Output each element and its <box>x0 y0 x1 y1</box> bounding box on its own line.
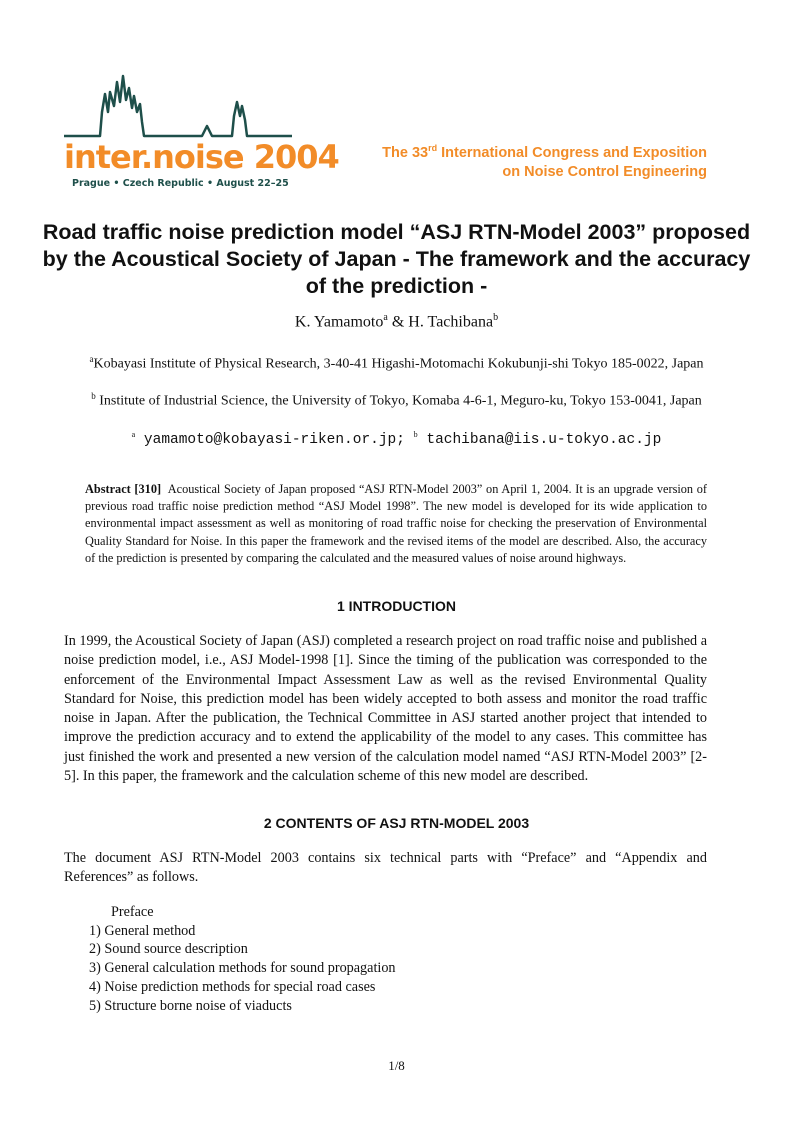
congress-heading <box>382 139 707 182</box>
affiliation-b-text: Institute of Industrial Science, the University of Tokyo, Komaba 4-6-1, Meguro-ku, Tokyo 153-0041, Japan <box>95 393 702 409</box>
prague-skyline-icon <box>62 72 294 142</box>
author-1-mark: a <box>383 312 388 323</box>
abstract <box>85 481 707 567</box>
paper-title: Road traffic noise prediction model “ASJ RTN-Model 2003” proposed by the Acoustical Society of Japan - The framework and the accuracy of the prediction - <box>42 220 751 298</box>
affiliation-b-mark: b <box>91 391 96 401</box>
authors <box>0 312 793 331</box>
section-1-heading: 1 INTRODUCTION <box>337 598 456 614</box>
logo-subtitle: Prague • Czech Republic • August 22–25 <box>72 178 289 189</box>
logo-name: inter.noise 2004 <box>64 138 339 176</box>
congress-line2: on Noise Control Engineering <box>502 163 707 180</box>
congress-ordinal: rd <box>428 143 438 153</box>
author-2: H. Tachibana <box>408 313 494 331</box>
list-item: Preface <box>111 904 154 920</box>
abstract-label: Abstract [310] <box>85 482 162 496</box>
affiliation-a-text: Kobayasi Institute of Physical Research, 3-40-41 Higashi-Motomachi Kokubunji-shi Tokyo 185-0022, Japan <box>93 356 704 372</box>
affiliation-a-mark: a <box>89 354 94 364</box>
list-item: 5) Structure borne noise of viaducts <box>89 997 292 1014</box>
emails <box>0 430 793 448</box>
email-b[interactable]: tachibana@iis.u-tokyo.ac.jp <box>426 431 662 448</box>
contents-list <box>89 903 396 1015</box>
list-item: 3) General calculation methods for sound propagation <box>89 960 396 977</box>
section-1-text: In 1999, the Acoustical Society of Japan (ASJ) completed a research project on road traffic noise and published a noise prediction model, i.e., ASJ Model-1998 [1]. Since the timing of the publication was corresponded to the enforcement of the Environmental Impact Assessment Law as well as the revised Environmental Quality Standard for Noise, this prediction model has been widely accepted to both assess and monitor the road traffic noise in Japan. After the publication, the Technical Committee in ASJ started another project that intended to improve the prediction accuracy and to extend the applicability of the model to any cases. This committee has just finished the work and presented a new version of the calculation model named “ASJ RTN-Model 2003” [2-5]. In this paper, the framework and the calculation scheme of this new model are described. <box>64 633 707 785</box>
page-number: 1/8 <box>388 1058 405 1073</box>
affiliation-a <box>60 350 733 374</box>
congress-line1-pre: The 33 <box>382 144 429 161</box>
email-a-mark: a <box>131 430 136 439</box>
email-a[interactable]: yamamoto@kobayasi-riken.or.jp; <box>143 431 405 448</box>
email-b-mark: b <box>413 430 418 439</box>
author-separator: & <box>387 313 409 331</box>
author-2-mark: b <box>493 312 499 323</box>
abstract-text: Acoustical Society of Japan proposed “ASJ RTN-Model 2003” on April 1, 2004. It is an upgrade version of previous road traffic noise prediction method “ASJ Model 1998”. The new model is developed for its wide application to environmental impact assessment as well as monitoring of road traffic noise for checking the preservation of Environmental Quality Standard for Noise. In this paper the framework and the revised items of the model are described. Also, the accuracy of the prediction is presented by comparing the calculated and the measured values of noise around highways. <box>85 482 707 565</box>
conference-logo <box>62 72 339 194</box>
author-1: K. Yamamoto <box>294 313 384 331</box>
section-2-heading: 2 CONTENTS OF ASJ RTN-MODEL 2003 <box>263 815 530 831</box>
list-item: 2) Sound source description <box>89 941 248 958</box>
list-item: 1) General method <box>89 922 196 939</box>
affiliation-b <box>60 387 733 411</box>
congress-line1-post: International Congress and Exposition <box>437 144 707 161</box>
list-item: 4) Noise prediction methods for special road cases <box>89 978 376 995</box>
section-2-text: The document ASJ RTN-Model 2003 contains six technical parts with “Preface” and “Appendix and References” as follows. <box>64 850 707 886</box>
